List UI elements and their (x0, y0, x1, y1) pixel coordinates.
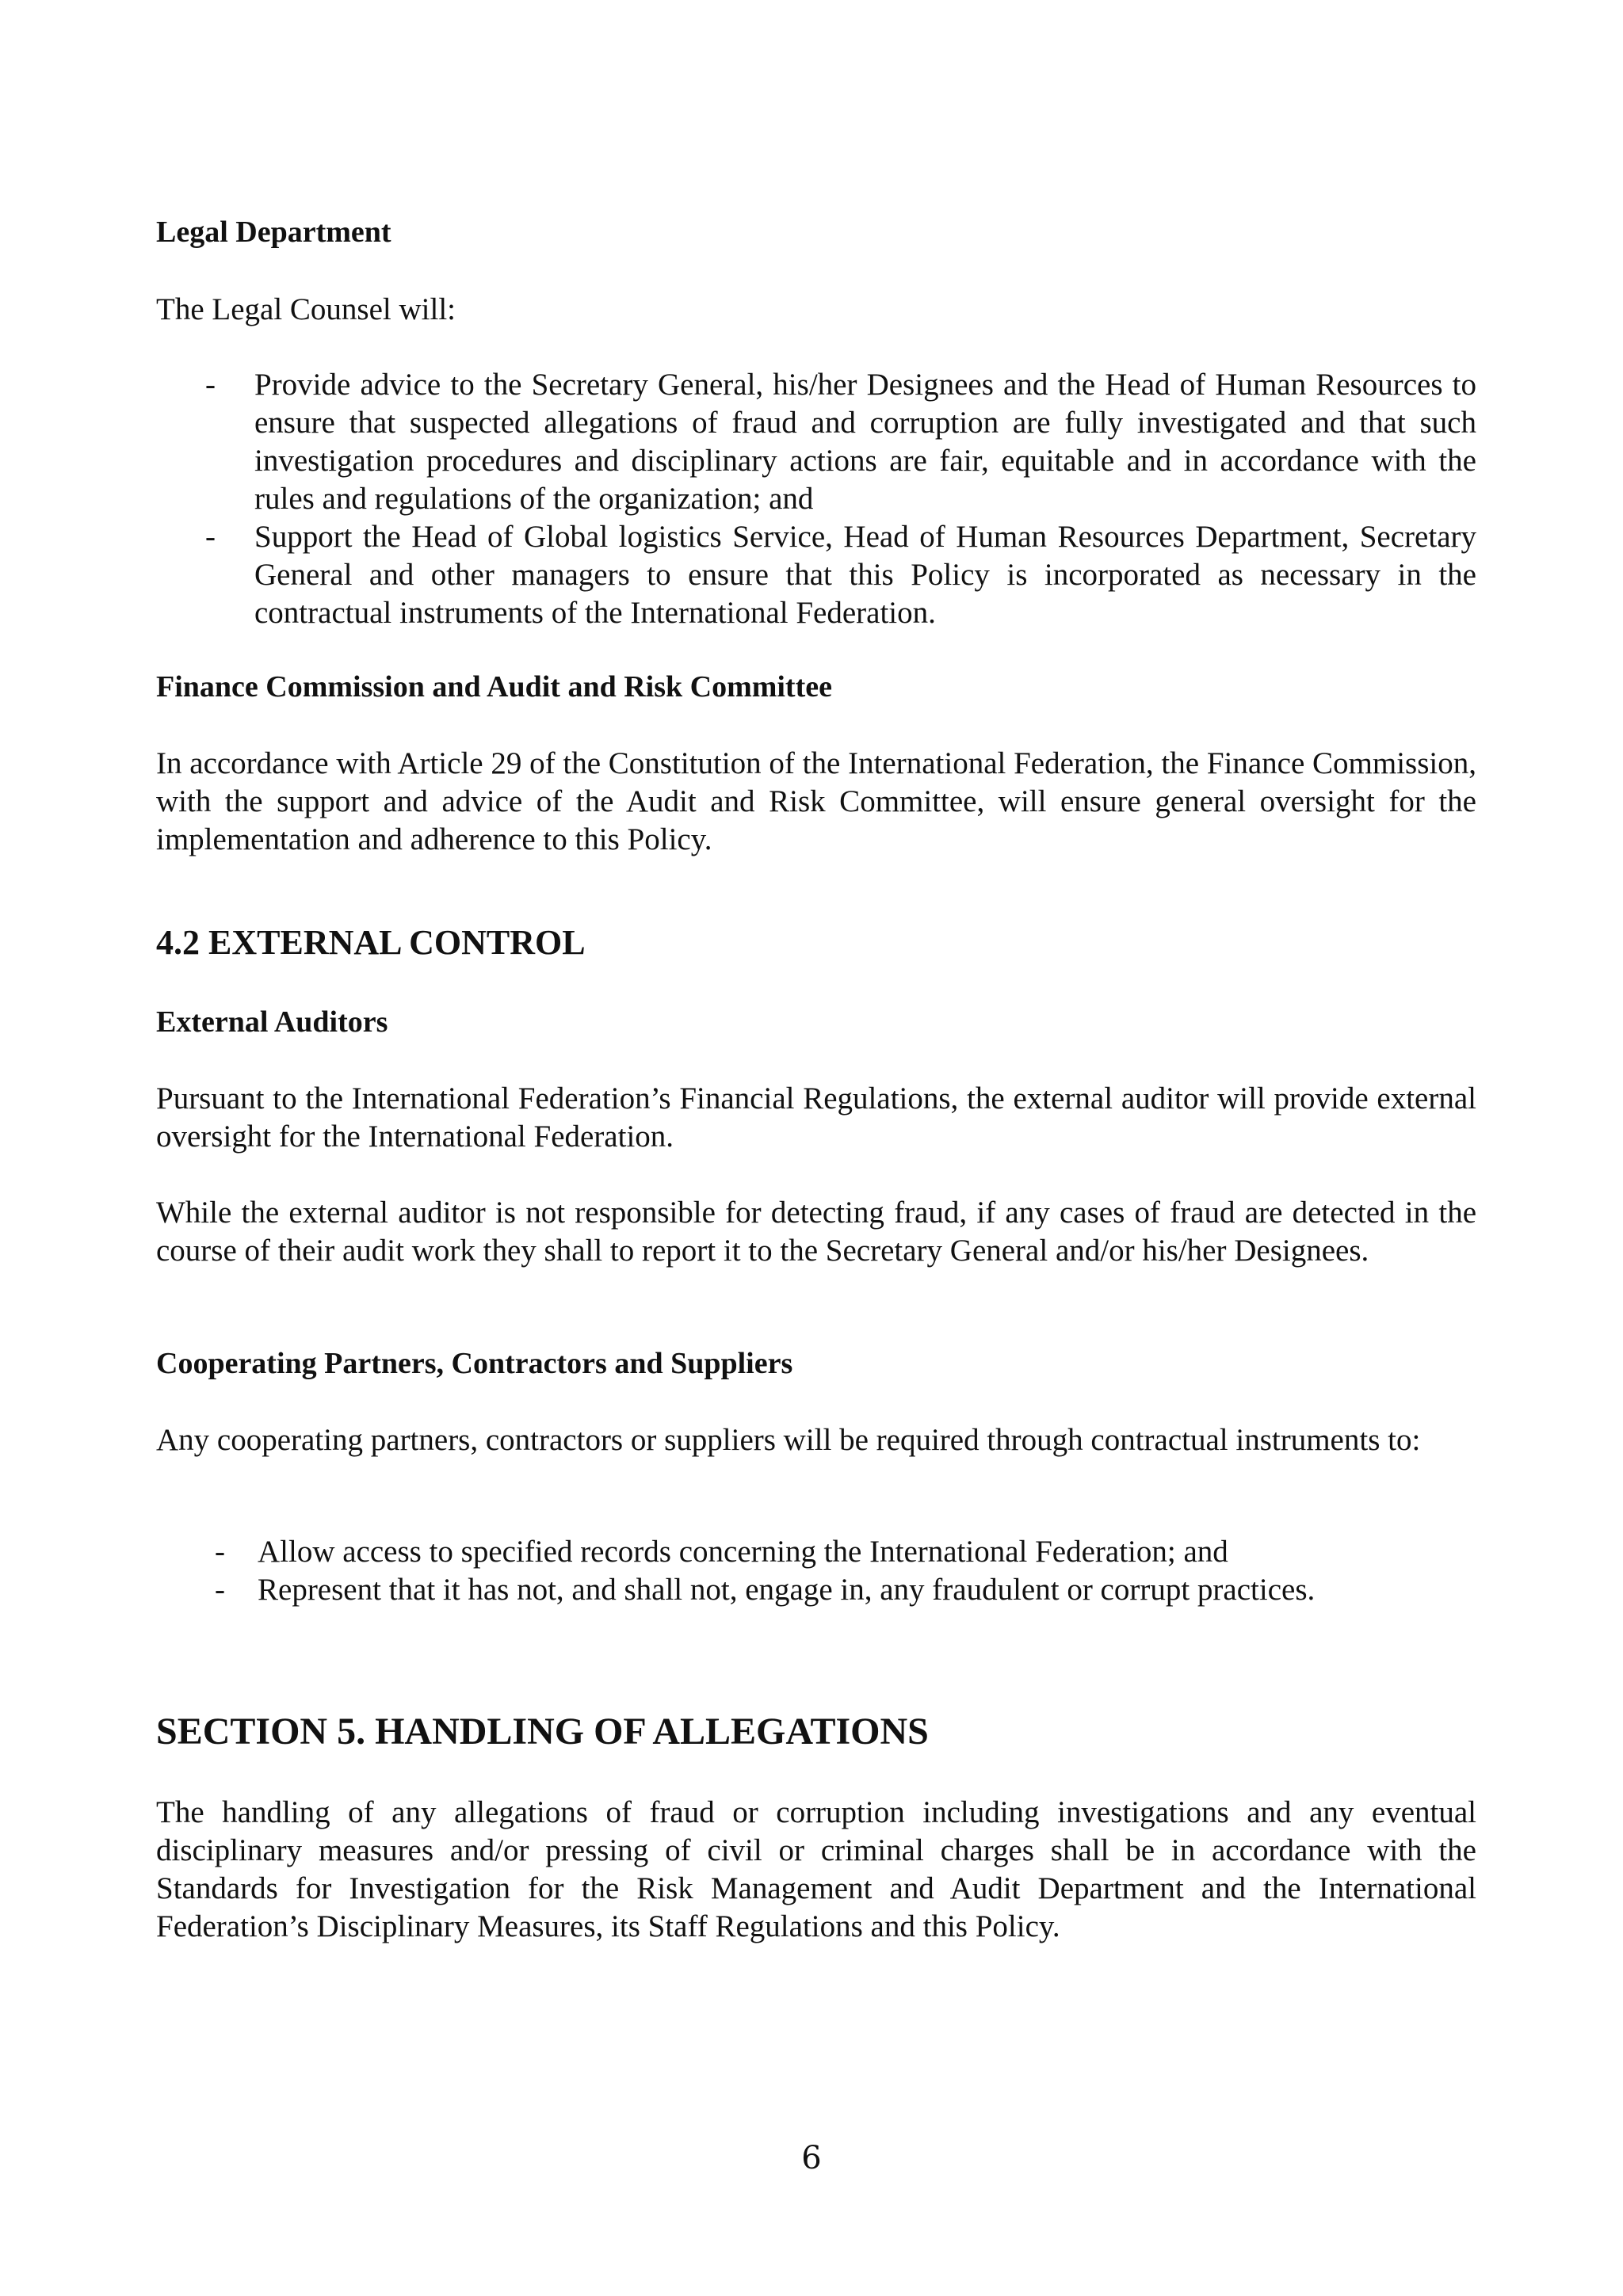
finance-commission-text: In accordance with Article 29 of the Constitution of the International Federation, the Finance Commission, with the support and advice of the Audit and Risk Committee, will ensure general oversight for the implementation and adherence to this Policy. (156, 746, 1476, 856)
partner-requirements-list (156, 1533, 1476, 1609)
dash-bullet: - (215, 1573, 225, 1607)
legal-duties-list (156, 366, 1476, 632)
external-auditors-text-2: While the external auditor is not responsible for detecting fraud, if any cases of fraud are detected in the course of their audit work they shall to report it to the Secretary General and/or his/her Designees. (156, 1196, 1476, 1268)
dash-bullet: - (205, 520, 216, 554)
cooperating-partners-heading: Cooperating Partners, Contractors and Suppliers (156, 1347, 793, 1380)
finance-commission-heading: Finance Commission and Audit and Risk Committee (156, 670, 832, 704)
legal-department-heading: Legal Department (156, 215, 391, 249)
external-control-heading: 4.2 EXTERNAL CONTROL (156, 923, 586, 962)
list-item (156, 366, 1476, 518)
list-item-text: Support the Head of Global logistics Service, Head of Human Resources Department, Secretary General and other managers to ensure that this Policy is incorporated as necessary in the contractual instruments of the International Federation. (254, 520, 1476, 630)
section-5-heading: SECTION 5. HANDLING OF ALLEGATIONS (156, 1711, 929, 1753)
list-item-text: Represent that it has not, and shall not, engage in, any fraudulent or corrupt practices. (258, 1573, 1316, 1607)
external-auditors-heading: External Auditors (156, 1005, 388, 1039)
section-5-text: The handling of any allegations of fraud or corruption including investigations and any eventual disciplinary measures and/or pressing of civil or criminal charges shall be in accordance with the Standards for Investigation for the Risk Management and Audit Department and the International Federation’s Disciplinary Measures, its Staff Regulations and this Policy. (156, 1795, 1476, 1943)
page-number: 6 (801, 2140, 822, 2176)
dash-bullet: - (205, 368, 216, 402)
list-item (156, 1571, 1476, 1609)
list-item (156, 1533, 1476, 1571)
list-item-text: Allow access to specified records concerning the International Federation; and (258, 1535, 1228, 1569)
legal-intro: The Legal Counsel will: (156, 292, 456, 326)
external-auditors-text-1: Pursuant to the International Federation’s Financial Regulations, the external auditor will provide external oversight for the International Federation. (156, 1081, 1476, 1154)
dash-bullet: - (215, 1535, 225, 1569)
list-item-text: Provide advice to the Secretary General, his/her Designees and the Head of Human Resources to ensure that suspected allegations of fraud and corruption are fully investigated and that such investigation procedures and disciplinary actions are fair, equitable and in accordance with the rules and regulations of the organization; and (254, 368, 1476, 516)
list-item (156, 518, 1476, 632)
cooperating-partners-text: Any cooperating partners, contractors or suppliers will be required through contractual instruments to: (156, 1423, 1421, 1457)
